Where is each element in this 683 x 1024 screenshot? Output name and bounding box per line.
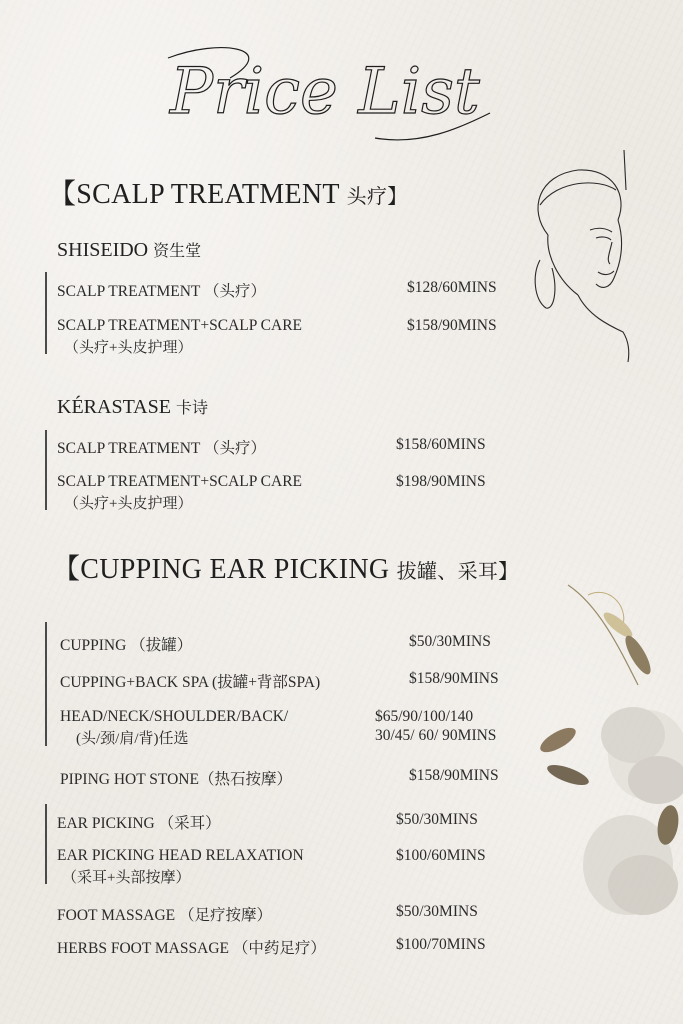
service-name: SCALP TREATMENT （头疗） — [57, 283, 266, 300]
service-name: HEAD/NECK/SHOULDER/BACK/ — [60, 708, 289, 725]
section-title-cupping: 【CUPPING EAR PICKING 拔罐、采耳】 — [52, 554, 519, 585]
price-list-title — [160, 28, 540, 148]
service-price: $158/90MINS — [409, 767, 499, 784]
service-price: $50/30MINS — [396, 811, 478, 828]
service-name: SCALP TREATMENT+SCALP CARE — [57, 317, 303, 334]
svg-text:Price List: Price List — [170, 55, 480, 129]
service-name: CUPPING （拔罐） — [60, 637, 193, 654]
service-price: $158/90MINS — [407, 317, 497, 334]
divider-bar — [45, 622, 47, 746]
service-price: $100/60MINS — [396, 847, 486, 864]
service-name: EAR PICKING HEAD RELAXATION — [57, 847, 304, 864]
brand-kerastase: KÉRASTASE 卡诗 — [57, 396, 208, 418]
service-price: $100/70MINS — [396, 936, 486, 953]
service-price: $158/90MINS — [409, 670, 499, 687]
service-name: SCALP TREATMENT+SCALP CARE — [57, 473, 303, 490]
service-subtitle: （采耳+头部按摩） — [62, 870, 191, 886]
service-price: $65/90/100/140 — [375, 708, 474, 725]
service-price: $158/60MINS — [396, 436, 486, 453]
service-name: CUPPING+BACK SPA (拔罐+背部SPA) — [60, 674, 321, 691]
floral-decoration-icon — [528, 565, 683, 940]
service-price: $198/90MINS — [396, 473, 486, 490]
divider-bar — [45, 430, 47, 510]
service-subtitle: （头疗+头皮护理） — [64, 340, 193, 356]
service-price: $50/30MINS — [409, 633, 491, 650]
face-line-art-icon — [518, 150, 638, 365]
service-subtitle: (头/颈/肩/背)任选 — [76, 731, 189, 747]
divider-bar — [45, 804, 47, 884]
divider-bar — [45, 272, 47, 354]
service-name: PIPING HOT STONE（热石按摩） — [60, 771, 292, 788]
service-name: EAR PICKING （采耳） — [57, 815, 221, 832]
service-name: SCALP TREATMENT （头疗） — [57, 440, 266, 457]
section-title-scalp: 【SCALP TREATMENT 头疗】 — [48, 179, 408, 210]
service-price: $50/30MINS — [396, 903, 478, 920]
service-price: $128/60MINS — [407, 279, 497, 296]
service-name: FOOT MASSAGE （足疗按摩） — [57, 907, 273, 924]
service-subtitle: （头疗+头皮护理） — [64, 496, 193, 512]
brand-shiseido: SHISEIDO 资生堂 — [57, 239, 202, 261]
service-name: HERBS FOOT MASSAGE （中药足疗） — [57, 940, 326, 957]
service-duration: 30/45/ 60/ 90MINS — [375, 727, 497, 744]
